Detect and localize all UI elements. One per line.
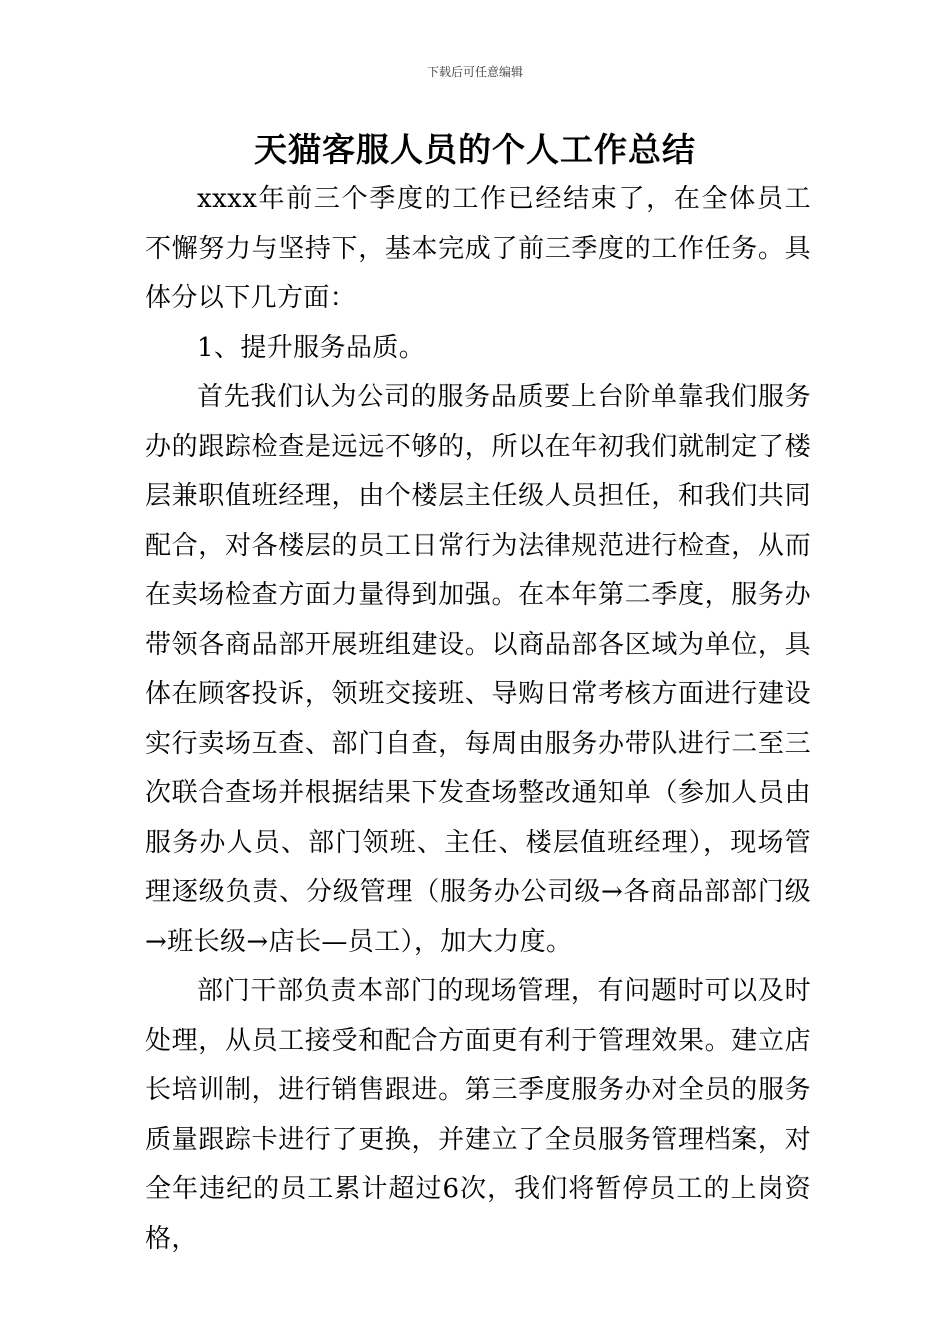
paragraph-intro: xxxx年前三个季度的工作已经结束了，在全体员工不懈努力与坚持下，基本完成了前三季度的工作任务。具体分以下几方面： (145, 184, 811, 313)
document-title: 天猫客服人员的个人工作总结 (254, 130, 696, 169)
document-body (145, 175, 811, 1264)
section-heading-service-quality: 1、提升服务品质。 (197, 332, 426, 363)
paragraph-department-management: 部门干部负责本部门的现场管理，有问题时可以及时处理，从员工接受和配合方面更有利于管理效果。建立店长培训制，进行销售跟进。第三季度服务办对全员的服务质量跟踪卡进行了更换，并建立了全员服务管理档案，对全年违纪的员工累计超过6次，我们将暂停员工的上岗资格， (145, 976, 811, 1254)
header-note: 下载后可任意编辑 (426, 65, 523, 79)
paragraph-service-inspection: 首先我们认为公司的服务品质要上台阶单靠我们服务办的跟踪检查是远远不够的，所以在年初我们就制定了楼层兼职值班经理，由个楼层主任级人员担任，和我们共同配合，对各楼层的员工日常行为法律规范进行检查，从而在卖场检查方面力量得到加强。在本年第二季度，服务办带领各商品部开展班组建设。以商品部各区域为单位，具体在顾客投诉，领班交接班、导购日常考核方面进行建设实行卖场互查、部门自查，每周由服务办带队进行二至三次联合查场并根据结果下发查场整改通知单（参加人员由服务办人员、部门领班、主任、楼层值班经理），现场管理逐级负责、分级管理（服务办公司级→各商品部部门级→班长级→店长—员工），加大力度。 (145, 382, 811, 957)
